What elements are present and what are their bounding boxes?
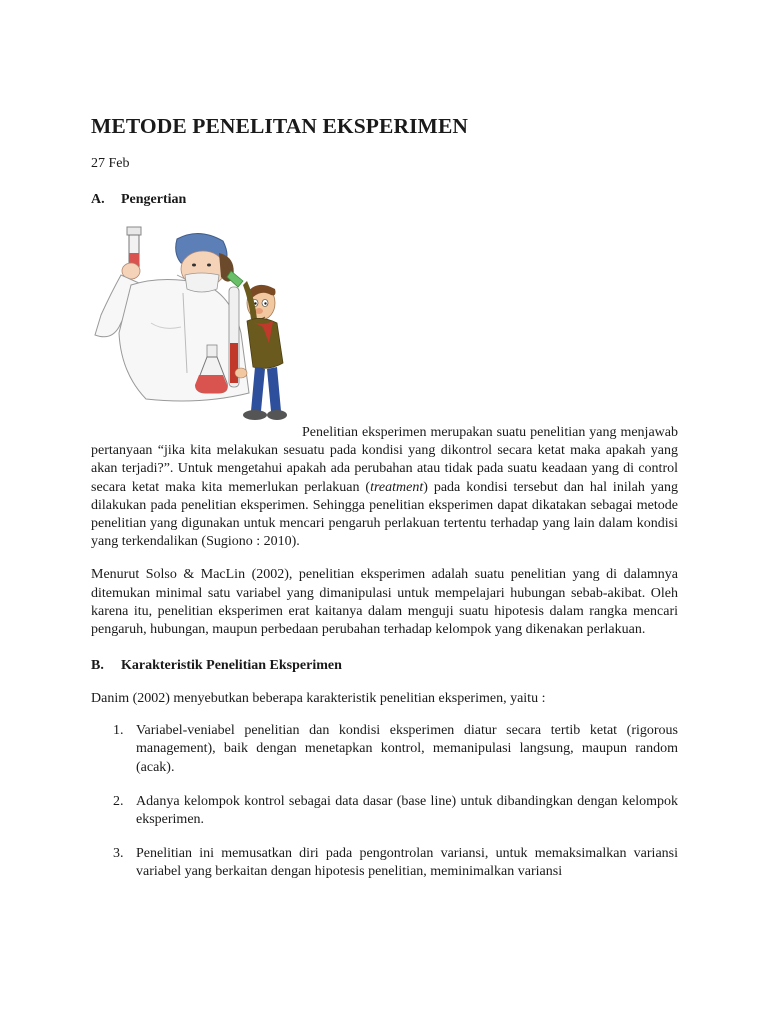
- illustration-area: [91, 223, 678, 438]
- list-item: [91, 793, 678, 829]
- paragraph-pengertian: [91, 424, 678, 551]
- characteristics-intro: Danim (2002) menyebutkan beberapa karakteristik penelitian eksperimen, yaitu :: [91, 691, 546, 707]
- document-date: 27 Feb: [91, 156, 130, 171]
- section-b-heading: [91, 657, 678, 675]
- list-item: [91, 845, 678, 881]
- paragraph-pengertian-part1: Penelitian eksperimen merupakan suatu penelitian yang menjawab pertanyaan “jika kita melakukan sesuatu pada kondisi yang dikontrol secara ketat maka apakah yang akan terjadi?”. Untuk mengetahui apakah ada perubahan atau tidak pada suatu keadaan yang di control secara ketat maka kita memerlukan perlakuan (: [91, 425, 678, 495]
- list-item-number: 3.: [113, 846, 124, 862]
- document-title: METODE PENELITAN EKSPERIMEN: [91, 114, 469, 138]
- section-a-letter: A.: [91, 192, 105, 207]
- paragraph-pengertian-part2: ) pada kondisi tersebut dan hal inilah yang dilakukan pada penelitian eksperimen. Sehingga penelitian eksperimen dapat dikatakan sebagai metode penelitian yang digunakan untuk mencari pengaruh perlakuan tertentu terhadap yang lain dalam kondisi yang terkendalikan (Sugiono : 2010).: [91, 479, 678, 550]
- scientist-illustration-icon: [91, 223, 306, 438]
- section-b-letter: B.: [91, 658, 104, 674]
- list-item: [91, 722, 678, 777]
- section-b-title: Karakteristik Penelitian Eksperimen: [121, 658, 342, 674]
- list-item-text: Variabel-veniabel penelitian dan kondisi eksperimen diatur secara tertib ketat (rigorous management), baik dengan menetapkan kontrol, memanipulasi langsung, maupun random (acak).: [136, 723, 678, 775]
- list-item-text: Adanya kelompok kontrol sebagai data dasar (base line) untuk dibandingkan dengan kelompok eksperimen.: [136, 793, 678, 828]
- list-item-text: Penelitian ini memusatkan diri pada pengontrolan variansi, untuk memaksimalkan variansi variabel yang berkaitan dengan hipotesis penelitian, meminimalkan variansi: [136, 846, 678, 880]
- characteristics-list: [91, 722, 678, 881]
- paragraph-pengertian-italic: treatment: [370, 479, 424, 495]
- document-content: [91, 112, 678, 898]
- paragraph-solso-maclin: Menurut Solso & MacLin (2002), penelitian eksperimen adalah suatu penelitian yang di dalamnya ditemukan minimal satu variabel yang dimanipulasi untuk mempelajari hubungan sebab-akibat. Oleh karena itu, penelitian eksperimen erat kaitanya dalam menguji suatu hipotesis dalam rangka mencari pengaruh, hubungan, maupun perbedaan perubahan terhadap kelompok yang dikenakan perlakuan.: [91, 567, 678, 638]
- list-item-number: 1.: [113, 723, 124, 739]
- list-item-number: 2.: [113, 793, 124, 809]
- section-a-title: Pengertian: [121, 192, 187, 207]
- section-a-heading: [91, 191, 678, 209]
